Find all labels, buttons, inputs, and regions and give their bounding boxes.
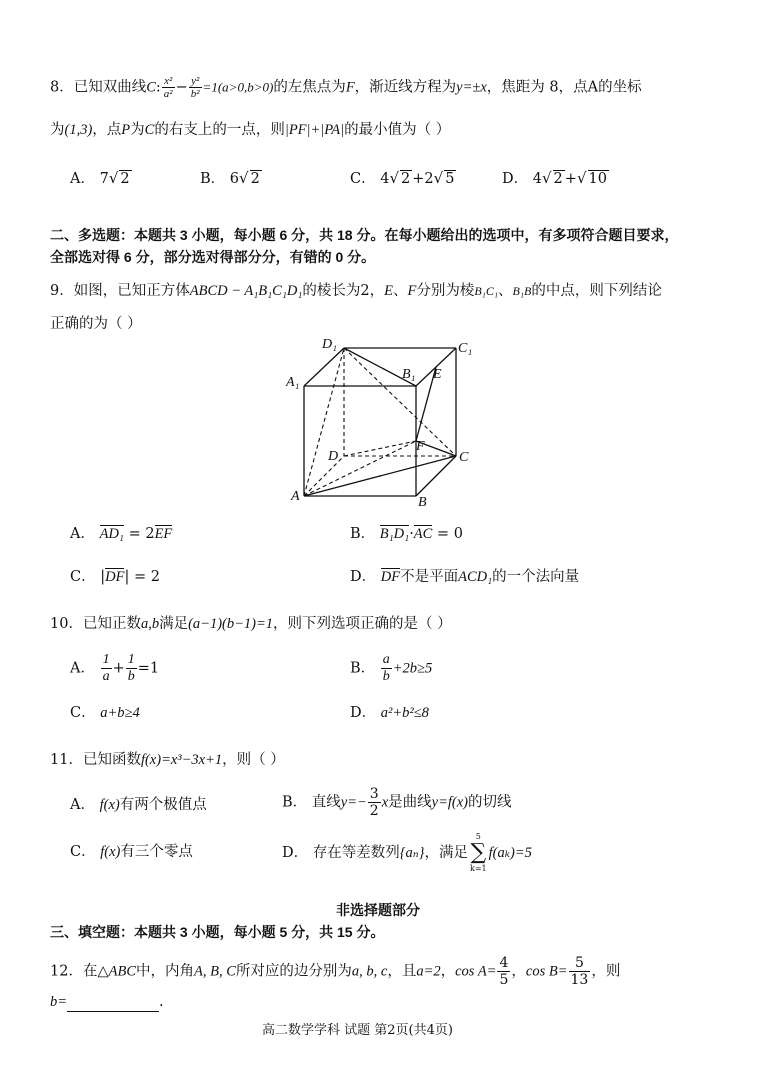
q12-line2: b= .: [50, 994, 164, 1010]
label-D: D: [328, 449, 339, 464]
label-B: B: [418, 495, 427, 510]
section2-heading-line1: 二、多选题：本题共 3 小题，每小题 6 分，共 18 分。在每小题给出的选项中，有多项符合题目要求，: [50, 227, 679, 243]
page-footer: 高二数学学科 试题 第2页(共4页): [262, 1023, 453, 1038]
q12-line1: 12．在△ABC中，内角A, B, C所对应的边分别为a, b, c，且a=2，cos A= $\frac{4}{5}$ ，cos B= $\frac{5}{13}$ ，则: [50, 955, 621, 988]
label-A: A: [291, 489, 300, 504]
label-D1: D₁: [322, 337, 337, 352]
q9-option-b[interactable]: B． B₁D₁·AC = 0: [350, 526, 463, 542]
q8-option-c[interactable]: C． 4√ 2 +2√ 5: [350, 169, 455, 187]
q10-option-b[interactable]: B． $\frac{a}{b}$ +2b≥5: [350, 652, 433, 684]
section2-heading-line2: 全部选对得 6 分，部分选对得部分分，有错的 0 分。: [50, 249, 376, 265]
q10-option-c[interactable]: C． a+b≥4: [70, 705, 140, 721]
label-A1: A₁: [286, 375, 300, 390]
nonchoice-heading: 非选择题部分: [336, 902, 420, 918]
label-C1: C₁: [458, 341, 473, 356]
cube-figure: [280, 330, 480, 510]
edge-B-C: [416, 456, 456, 496]
edge-A1-D1: [304, 348, 344, 386]
q10-option-d[interactable]: D． a²+b²≤8: [350, 705, 429, 721]
q11-option-d[interactable]: D． 存在等差数列{aₙ}，满足 5 ∑ k=1 f(aₖ)=5: [282, 832, 532, 873]
label-B1: B₁: [402, 367, 416, 382]
q10-option-a[interactable]: A． $\frac{1}{a}$ + $\frac{1}{b}$ =1: [70, 652, 160, 684]
label-C: C: [459, 450, 469, 465]
segment-D-F: [344, 441, 416, 456]
q8-option-a[interactable]: A． 7√ 2: [70, 169, 130, 187]
q10-line1: 10．已知正数a,b满足(a−1)(b−1)=1，则下列选项正确的是（ ）: [50, 616, 452, 632]
summation-symbol: 5 ∑ k=1: [469, 832, 487, 873]
q11-option-b[interactable]: B． 直线y=− $\frac{3}{2}$ x是曲线y=f(x)的切线: [282, 786, 512, 819]
q9-option-d[interactable]: D． DF不是平面ACD₁的一个法向量: [350, 569, 580, 585]
q11-option-c[interactable]: C． f(x)有三个零点: [70, 844, 193, 860]
q8-option-b[interactable]: B． 6√ 2: [200, 169, 260, 187]
q8-frac-y: $\frac{\text{y²}}{\text{b²}}$: [190, 75, 200, 100]
q8-line1: 8．已知双曲线C: $\frac{\text{x²}}{\text{a²}}$ − $\frac{\text{y²}}{\text{b²}}$ =1(a>0,b>0)的左焦点为F，渐近线方程为y=±x，焦距为 8，点A的坐标: [50, 75, 642, 100]
section3-heading: 三、填空题：本题共 3 小题，每小题 5 分，共 15 分。: [50, 924, 385, 940]
q9-option-c[interactable]: C． |DF| = 2: [70, 569, 160, 585]
q9-option-a[interactable]: A． AD₁ = 2EF: [70, 526, 173, 542]
segment-A-C: [304, 456, 456, 496]
label-E: E: [433, 367, 442, 382]
q8-line2: 为(1,3)，点P为C的右支上的一点，则|PF|+|PA|的最小值为（ ）: [50, 122, 451, 138]
q9-line2: 正确的为（ ）: [50, 316, 142, 332]
q11-option-a[interactable]: A． f(x)有两个极值点: [70, 797, 207, 813]
segment-A-D1: [304, 348, 344, 496]
q8-frac-x: $\frac{\text{x²}}{\text{a²}}$: [163, 75, 173, 100]
q11-line1: 11．已知函数f(x)=x³−3x+1，则（ ）: [50, 752, 285, 768]
q9-line1: 9．如图，已知正方体ABCD − A₁B₁C₁D₁的棱长为2，E、F分别为棱B₁C₁、B₁B的中点，则下列结论: [50, 283, 662, 299]
label-F: F: [416, 439, 425, 454]
q8-option-d[interactable]: D． 4√ 2 +√ 10: [502, 169, 607, 187]
answer-blank[interactable]: [67, 995, 159, 1012]
segment-A-F: [304, 441, 416, 496]
